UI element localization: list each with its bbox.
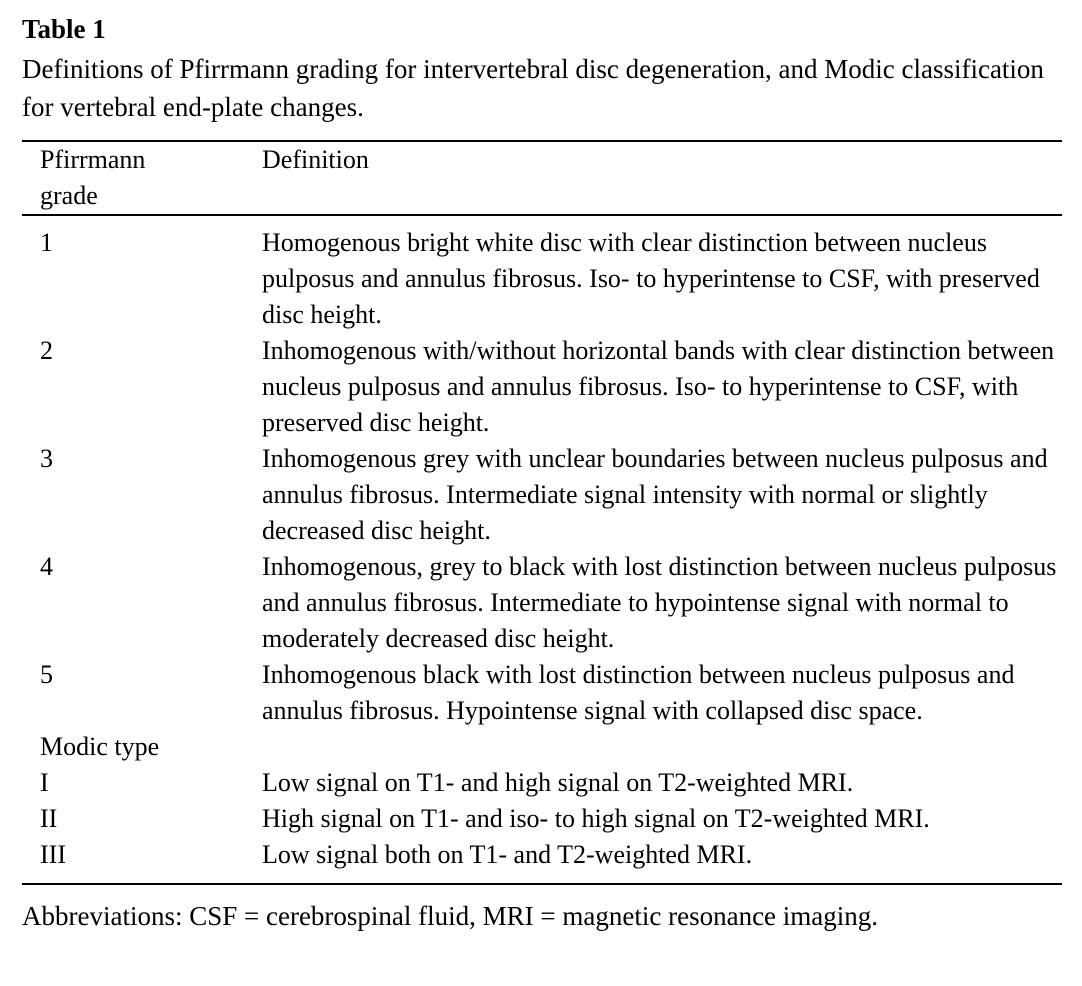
definition-cell: Low signal on T1- and high signal on T2-weighted MRI. bbox=[262, 768, 854, 797]
column-header-definition: Definition bbox=[262, 141, 1062, 215]
grade-cell: 4 bbox=[40, 552, 53, 581]
definitions-table bbox=[22, 140, 1062, 885]
table-row bbox=[22, 215, 1062, 333]
definition-cell: Homogenous bright white disc with clear distinction between nucleus pulposus and annulus fibrosus. Iso- to hyperintense to CSF, with preserved disc height. bbox=[262, 228, 1040, 329]
grade-cell: Modic type bbox=[40, 732, 160, 761]
table-row bbox=[22, 801, 1062, 837]
column-header-pfirrmann-grade-label: Pfirrmann grade bbox=[40, 145, 146, 210]
definition-cell: High signal on T1- and iso- to high signal on T2-weighted MRI. bbox=[262, 804, 930, 833]
grade-cell: III bbox=[40, 840, 66, 869]
table-header bbox=[22, 141, 1062, 215]
table-caption: Definitions of Pfirrmann grading for intervertebral disc degeneration, and Modic classification for vertebral end-plate changes. bbox=[22, 54, 1044, 122]
definition-cell: Inhomogenous with/without horizontal bands with clear distinction between nucleus pulposus and annulus fibrosus. Iso- to hyperintense to CSF, with preserved disc height. bbox=[262, 336, 1055, 437]
table-row bbox=[22, 837, 1062, 884]
table-row bbox=[22, 441, 1062, 549]
grade-cell: I bbox=[40, 768, 49, 797]
header-row bbox=[22, 141, 1062, 215]
table-body bbox=[22, 215, 1062, 884]
grade-cell: 1 bbox=[40, 228, 53, 257]
definition-cell: Low signal both on T1- and T2-weighted MRI. bbox=[262, 840, 753, 869]
definition-cell: Inhomogenous black with lost distinction between nucleus pulposus and annulus fibrosus. Hypointense signal with collapsed disc space. bbox=[262, 660, 1015, 725]
table-row bbox=[22, 657, 1062, 729]
table-row bbox=[22, 765, 1062, 801]
table-footnote: Abbreviations: CSF = cerebrospinal fluid, MRI = magnetic resonance imaging. bbox=[22, 901, 879, 931]
table-row bbox=[22, 333, 1062, 441]
definition-cell: Inhomogenous grey with unclear boundaries between nucleus pulposus and annulus fibrosus. Intermediate signal intensity with normal or slightly decreased disc height. bbox=[262, 444, 1048, 545]
table-row bbox=[22, 729, 1062, 765]
definition-cell bbox=[262, 729, 1062, 765]
definition-cell: Inhomogenous, grey to black with lost distinction between nucleus pulposus and annulus fibrosus. Intermediate to hypointense signal with normal to moderately decreased disc height. bbox=[262, 552, 1057, 653]
table-row bbox=[22, 549, 1062, 657]
grade-cell: II bbox=[40, 804, 58, 833]
table-label: Table 1 bbox=[22, 14, 106, 44]
grade-cell: 5 bbox=[40, 660, 53, 689]
column-header-pfirrmann-grade bbox=[22, 141, 262, 215]
grade-cell: 2 bbox=[40, 336, 53, 365]
grade-cell: 3 bbox=[40, 444, 53, 473]
